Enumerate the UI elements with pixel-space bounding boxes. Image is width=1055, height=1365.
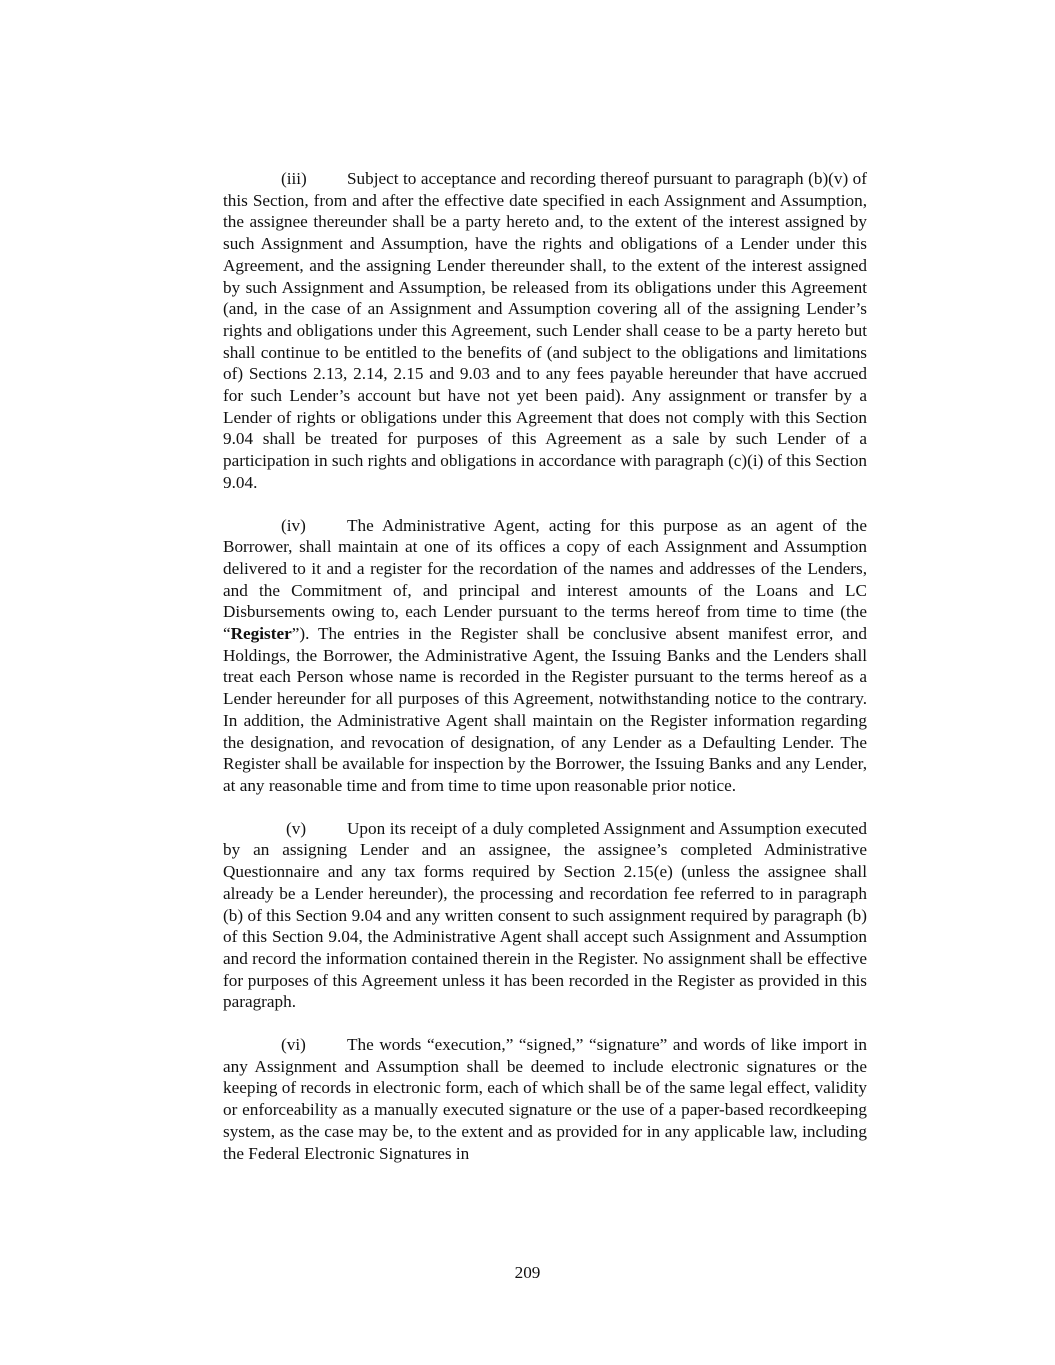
paragraph-iv: [223, 515, 867, 797]
document-body: [223, 168, 867, 1185]
paragraph-text-before: The Administrative Agent, acting for this purpose as an agent of the Borrower, shall maintain at one of its offices a copy of each Assignment and Assumption delivered to it and a register for the recordation of the names and addresses of the Lenders, and the Commitment of, and principal and interest amounts of the Loans and LC Disbursements owing to, each Lender pursuant to the terms hereof from time to time (the “: [223, 515, 867, 644]
defined-term-register: Register: [230, 624, 292, 644]
paragraph-vi: [223, 1034, 867, 1164]
paragraph-text: Subject to acceptance and recording thereof pursuant to paragraph (b)(v) of this Section, from and after the effective date specified in each Assignment and Assumption, the assignee thereunder shall be a party hereto and, to the extent of the interest assigned by such Assignment and Assumption, have the rights and obligations of a Lender under this Agreement, and the assigning Lender thereunder shall, to the extent of the interest assigned by such Assignment and Assumption, be released from its obligations under this Agreement (and, in the case of an Assignment and Assumption covering all of the assigning Lender’s rights and obligations under this Agreement, such Lender shall cease to be a party hereto but shall continue to be entitled to the benefits of (and subject to the obligations and limitations of) Sections 2.13, 2.14, 2.15 and 9.03 and to any fees payable hereunder that have accrued for such Lender’s account but have not yet been paid). Any assignment or transfer by a Lender of rights or obligations under this Agreement that does not comply with this Section 9.04 shall be treated for purposes of this Agreement as a sale by such Lender of a participation in such rights and obligations in accordance with paragraph (c)(i) of this Section 9.04.: [223, 169, 867, 492]
paragraph-text: The words “execution,” “signed,” “signature” and words of like import in any Assignment and Assumption shall be deemed to include electronic signatures or the keeping of records in electronic form, each of which shall be of the same legal effect, validity or enforceability as a manually executed signature or the use of a paper-based recordkeeping system, as the case may be, to the extent and as provided for in any applicable law, including the Federal Electronic Signatures in: [223, 1035, 867, 1163]
paragraph-number: (vi): [281, 1035, 306, 1055]
paragraph-text: Upon its receipt of a duly completed Assignment and Assumption executed by an assigning Lender and an assignee, the assignee’s completed Administrative Questionnaire and any tax forms required by Section 2.15(e) (unless the assignee shall already be a Lender hereunder), the processing and recordation fee referred to in paragraph (b) of this Section 9.04 and any written consent to such assignment required by paragraph (b) of this Section 9.04, the Administrative Agent shall accept such Assignment and Assumption and record the information contained therein in the Register. No assignment shall be effective for purposes of this Agreement unless it has been recorded in the Register as provided in this paragraph.: [223, 818, 867, 1012]
paragraph-text-after: ”). The entries in the Register shall be conclusive absent manifest error, and Holdings, the Borrower, the Administrative Agent, the Issuing Banks and the Lenders shall treat each Person whose name is recorded in the Register pursuant to the terms hereof as a Lender hereunder for all purposes of this Agreement, notwithstanding notice to the contrary. In addition, the Administrative Agent shall maintain on the Register information regarding the designation, and revocation of designation, of any Lender as a Defaulting Lender. The Register shall be available for inspection by the Borrower, the Issuing Banks and any Lender, at any reasonable time and from time to time upon reasonable prior notice.: [223, 624, 867, 795]
page-number: 209: [514, 1263, 541, 1282]
paragraph-number: (iii): [281, 169, 307, 188]
paragraph-number: (iv): [281, 515, 306, 535]
paragraph-iii: [223, 168, 867, 494]
paragraph-v: [223, 818, 867, 1013]
paragraph-number: (v): [286, 818, 307, 838]
